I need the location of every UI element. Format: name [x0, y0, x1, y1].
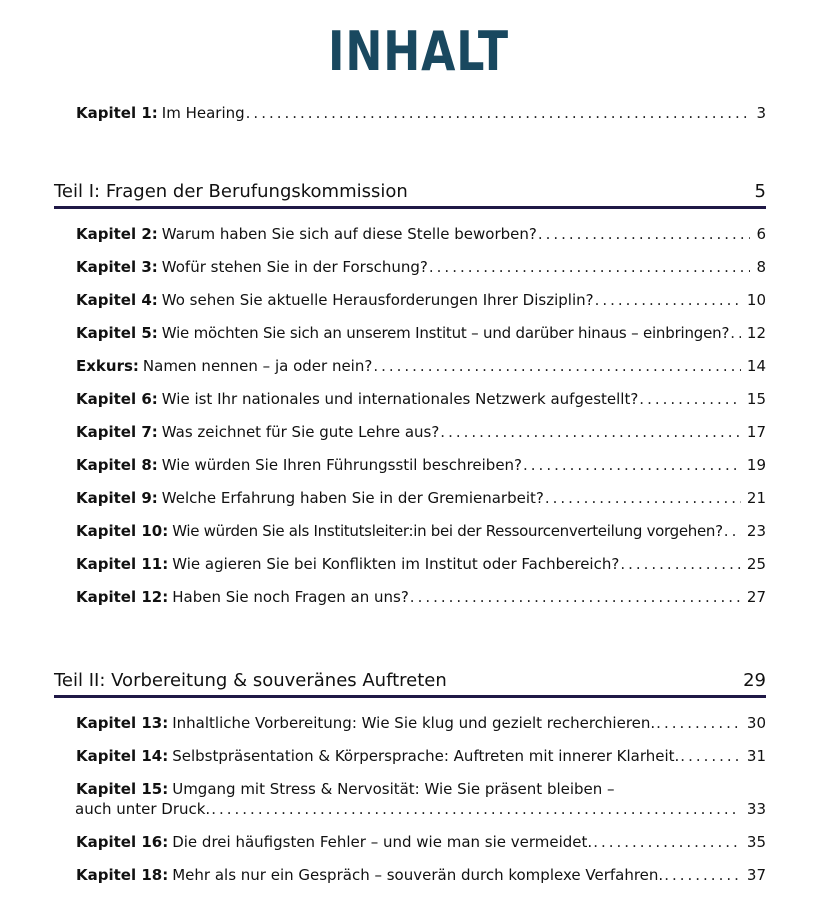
dot-leader [523, 455, 741, 475]
toc-entry-label: Kapitel 4: [76, 291, 158, 309]
toc-entry-kapitel-7[interactable] [76, 422, 766, 442]
toc-entry-label: Kapitel 14: [76, 747, 169, 765]
toc-entry-kapitel-3[interactable] [76, 257, 766, 277]
part-page: 5 [754, 181, 766, 202]
toc-entry-page: 17 [746, 423, 766, 441]
toc-entry-page: 19 [746, 456, 766, 474]
dot-leader [680, 746, 741, 766]
toc-entry-page: 23 [746, 522, 766, 540]
toc-entry-page: 37 [746, 866, 766, 884]
toc-entry-kapitel-14[interactable] [76, 746, 766, 766]
toc-entry-kapitel-11[interactable] [76, 554, 766, 574]
part-title: Teil II: Vorbereitung & souveränes Auftreten [54, 670, 447, 691]
toc-entry-page: 15 [746, 390, 766, 408]
dot-leader [545, 488, 741, 508]
toc-entry-kapitel-5[interactable] [76, 323, 766, 343]
toc-entry-label: Kapitel 3: [76, 258, 158, 276]
dot-leader [429, 257, 751, 277]
toc-entry-kapitel-8[interactable] [76, 455, 766, 475]
toc-entry-title-continued: auch unter Druck. [75, 800, 211, 818]
toc-entry-title: Wie würden Sie als Institutsleiter:in bei der Ressourcenverteilung vorgehen? [172, 522, 723, 540]
dot-leader [664, 865, 741, 885]
dot-leader [246, 103, 751, 123]
toc-entry-page: 3 [756, 104, 766, 122]
toc-entry-label: Kapitel 1: [76, 104, 158, 122]
toc-entry-label: Kapitel 12: [76, 588, 169, 606]
toc-entry-label: Kapitel 8: [76, 456, 158, 474]
toc-entry-title: Die drei häufigsten Fehler – und wie man sie vermeidet. [172, 833, 593, 851]
toc-entry-label: Kapitel 15: [76, 780, 169, 798]
toc-entry-title: Wie möchten Sie sich an unserem Institut – und darüber hinaus – einbringen? [161, 324, 730, 342]
dot-leader [730, 323, 741, 343]
toc-entry-title: Was zeichnet für Sie gute Lehre aus? [161, 423, 440, 441]
toc-entry-title: Wie agieren Sie bei Konflikten im Institut oder Fachbereich? [172, 555, 620, 573]
toc-entry-kapitel-9[interactable] [76, 488, 766, 508]
toc-entry-kapitel-12[interactable] [76, 587, 766, 607]
toc-entry-page: 35 [746, 833, 766, 851]
toc-entry-title: Namen nennen – ja oder nein? [142, 357, 373, 375]
part-heading-teil-1[interactable] [54, 180, 766, 209]
dot-leader [595, 290, 741, 310]
toc-entry-label: Kapitel 7: [76, 423, 158, 441]
toc-entry-kapitel-6[interactable] [76, 389, 766, 409]
toc-entry-label: Kapitel 16: [76, 833, 169, 851]
dot-leader [538, 224, 751, 244]
toc-entry-exkurs[interactable] [76, 356, 766, 376]
toc-entry-title: Warum haben Sie sich auf diese Stelle beworben? [161, 225, 537, 243]
toc-entry-label: Kapitel 6: [76, 390, 158, 408]
page-title: INHALT [328, 20, 509, 83]
toc-entry-title: Selbstpräsentation & Körpersprache: Auftreten mit innerer Klarheit. [172, 747, 680, 765]
toc-entry-label: Kapitel 9: [76, 489, 158, 507]
dot-leader [373, 356, 741, 376]
toc-entry-kapitel-13[interactable] [76, 713, 766, 733]
toc-entry-kapitel-10[interactable] [76, 521, 766, 541]
toc-entry-label: Exkurs: [76, 357, 139, 375]
toc-entry-title: Umgang mit Stress & Nervosität: Wie Sie präsent bleiben – [172, 780, 615, 798]
toc-entry-title: Im Hearing [161, 104, 245, 122]
toc-entry-title: Haben Sie noch Fragen an uns? [172, 588, 409, 606]
toc-entry-page: 33 [746, 800, 766, 818]
toc-entry-label: Kapitel 11: [76, 555, 169, 573]
part-title: Teil I: Fragen der Berufungskommission [54, 181, 408, 202]
toc-entry-title: Wie ist Ihr nationales und internationales Netzwerk aufgestellt? [161, 390, 639, 408]
toc-entry-page: 8 [756, 258, 766, 276]
toc-entry-kapitel-16[interactable] [76, 832, 766, 852]
dot-leader [410, 587, 741, 607]
toc-entry-label: Kapitel 10: [76, 522, 169, 540]
toc-entry-kapitel-18[interactable] [76, 865, 766, 885]
dot-leader [656, 713, 741, 733]
toc-entry-page: 6 [756, 225, 766, 243]
dot-leader [639, 389, 741, 409]
toc-entry-page: 27 [746, 588, 766, 606]
toc-entry-kapitel-2[interactable] [76, 224, 766, 244]
toc-entry-page: 25 [746, 555, 766, 573]
toc-entry-title: Wie würden Sie Ihren Führungsstil beschreiben? [161, 456, 523, 474]
toc-entry-title: Mehr als nur ein Gespräch – souverän durch komplexe Verfahren. [172, 866, 664, 884]
toc-entry-label: Kapitel 13: [76, 714, 169, 732]
toc-entry-label: Kapitel 18: [76, 866, 169, 884]
toc-entry-page: 14 [746, 357, 766, 375]
toc-entry-title: Welche Erfahrung haben Sie in der Gremienarbeit? [161, 489, 544, 507]
part-heading-teil-2[interactable] [54, 669, 766, 698]
toc-entry-page: 31 [746, 747, 766, 765]
dot-leader [440, 422, 741, 442]
toc-entry-page: 10 [746, 291, 766, 309]
toc-entry-kapitel-1[interactable] [76, 103, 766, 123]
toc-entry-page: 30 [746, 714, 766, 732]
toc-entry-title: Wo sehen Sie aktuelle Herausforderungen Ihrer Disziplin? [161, 291, 594, 309]
dot-leader [724, 521, 741, 541]
toc-entry-kapitel-4[interactable] [76, 290, 766, 310]
dot-leader [620, 554, 741, 574]
toc-entry-title: Inhaltliche Vorbereitung: Wie Sie klug und gezielt recherchieren. [172, 714, 656, 732]
toc-entry-label: Kapitel 5: [76, 324, 158, 342]
toc-entry-title: Wofür stehen Sie in der Forschung? [161, 258, 428, 276]
toc-entry-label: Kapitel 2: [76, 225, 158, 243]
part-page: 29 [743, 670, 766, 691]
toc-entry-page: 21 [746, 489, 766, 507]
toc-entry-kapitel-15[interactable] [76, 779, 766, 819]
dot-leader [593, 832, 741, 852]
toc-entry-page: 12 [746, 324, 766, 342]
dot-leader [211, 799, 741, 819]
